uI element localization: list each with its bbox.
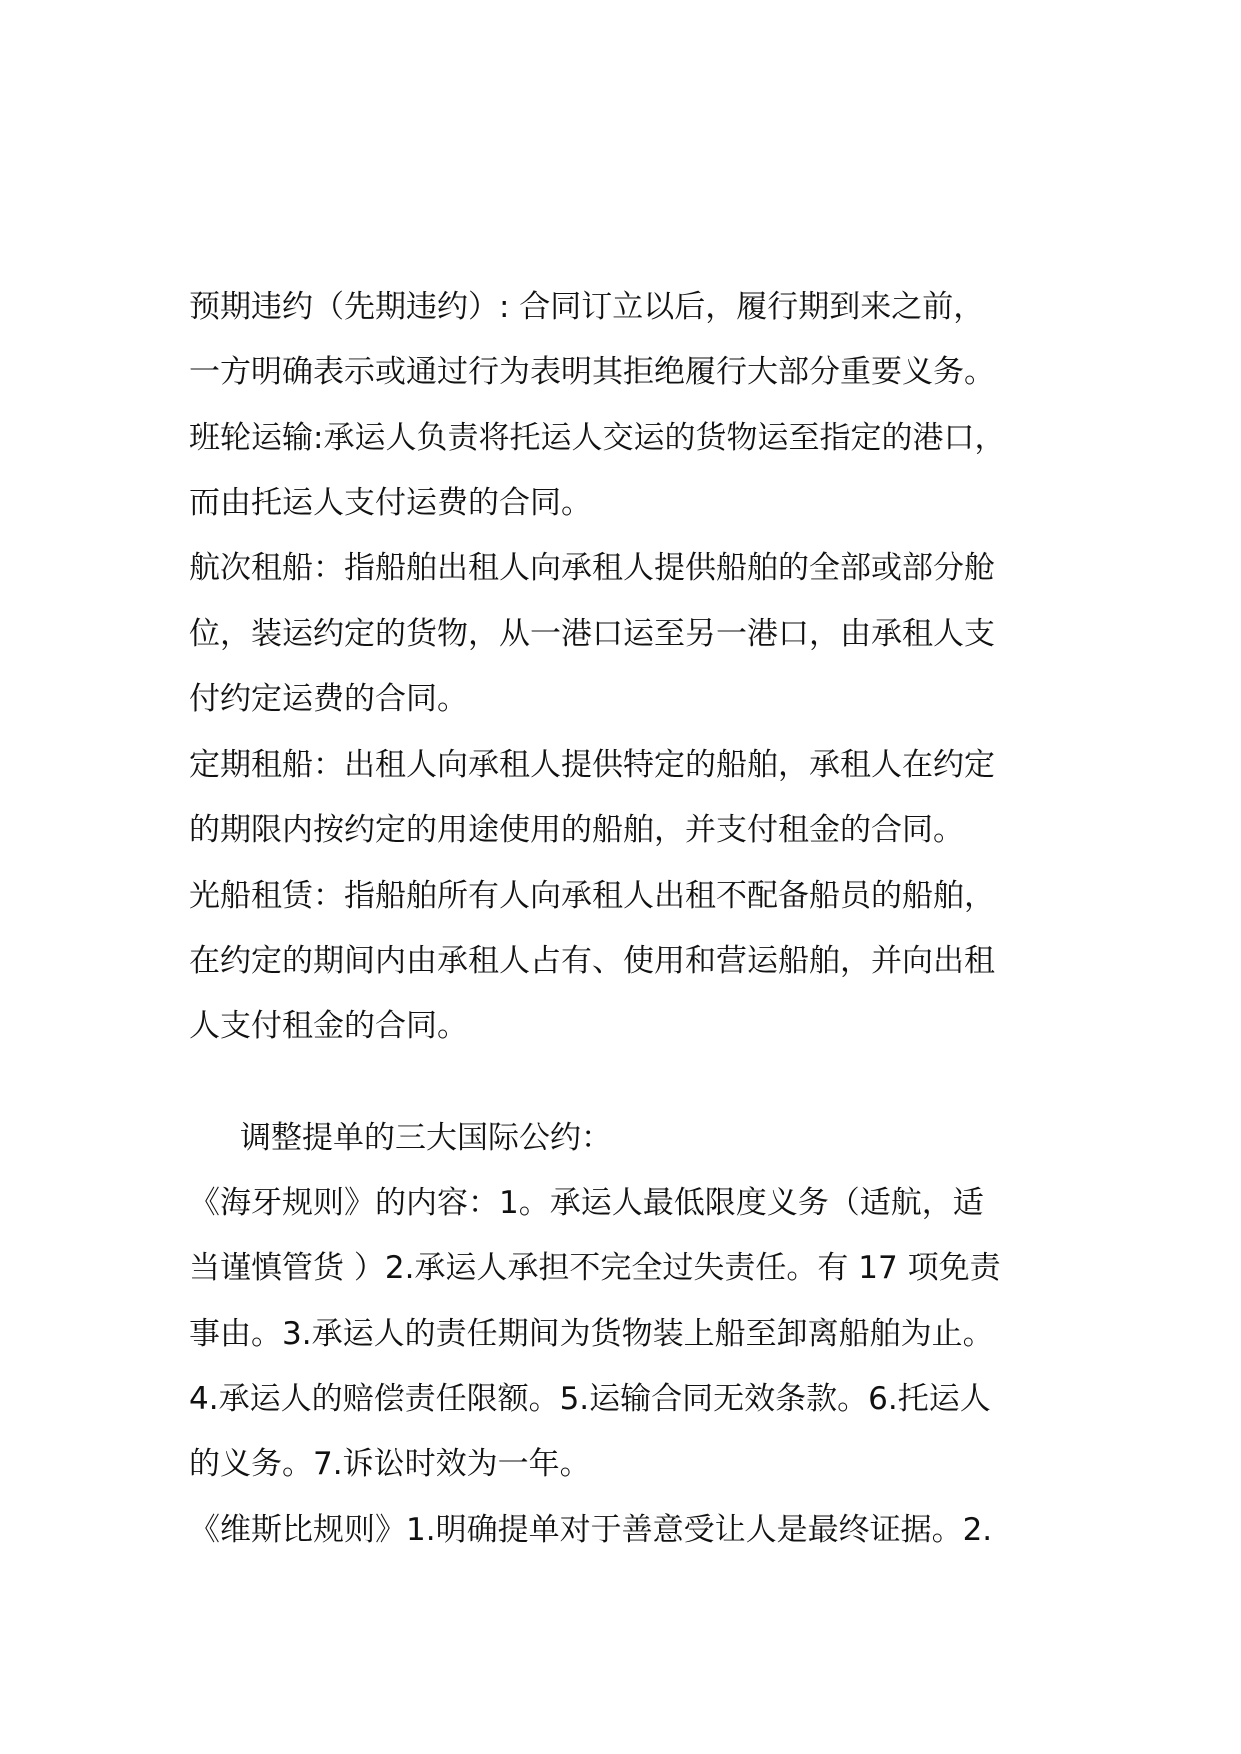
- text-line: 《维斯比规则》1.明确提单对于善意受让人是最终证据。2.: [189, 1512, 993, 1548]
- text-line: 在约定的期间内由承租人占有、使用和营运船舶，并向出租: [189, 943, 995, 979]
- text-line: 一方明确表示或通过行为表明其拒绝履行大部分重要义务。: [189, 354, 995, 390]
- text-line: 定期租船：出租人向承租人提供特定的船舶，承租人在约定: [189, 747, 995, 783]
- section-heading: 调整提单的三大国际公约：: [240, 1120, 612, 1156]
- text-line: 4.承运人的赔偿责任限额。5.运输合同无效条款。6.托运人: [189, 1381, 991, 1417]
- text-line: 当谨慎管货 ）2.承运人承担不完全过失责任。有 17 项免责: [189, 1250, 1001, 1286]
- text-line: 而由托运人支付运费的合同。: [189, 485, 592, 521]
- text-line: 人支付租金的合同。: [189, 1008, 468, 1044]
- text-line: 《海牙规则》的内容：1。承运人最低限度义务（适航，适: [189, 1185, 984, 1221]
- text-line: 班轮运输:承运人负责将托运人交运的货物运至指定的港口，: [189, 420, 1006, 456]
- text-line: 事由。3.承运人的责任期间为货物装上船至卸离船舶为止。: [189, 1316, 994, 1352]
- text-line: 光船租赁：指船舶所有人向承租人出租不配备船员的船舶，: [189, 878, 995, 914]
- text-line: 航次租船：指船舶出租人向承租人提供船舶的全部或部分舱: [189, 550, 995, 586]
- text-line: 的期限内按约定的用途使用的船舶，并支付租金的合同。: [189, 812, 964, 848]
- text-line: 预期违约（先期违约）: 合同订立以后，履行期到来之前，: [189, 289, 985, 325]
- text-line: 位，装运约定的货物，从一港口运至另一港口，由承租人支: [189, 616, 995, 652]
- text-line: 付约定运费的合同。: [189, 681, 468, 717]
- text-line: 的义务。7.诉讼时效为一年。: [189, 1446, 591, 1482]
